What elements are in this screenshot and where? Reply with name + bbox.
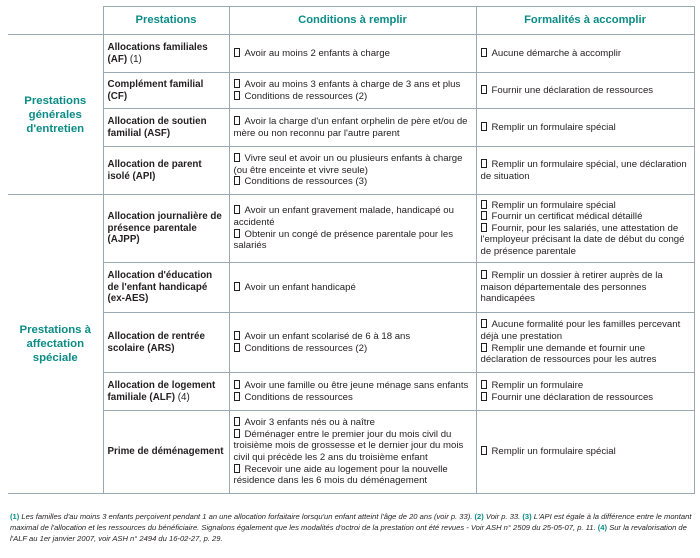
table-row — [8, 373, 694, 411]
list-item: Conditions de ressources (2) — [234, 91, 472, 103]
list-item: Avoir 3 enfants nés ou à naître — [234, 417, 472, 429]
footnote-text: L'API est égale à la différence entre le montant maximal de l'allocation et les ressources du bénéficiaire. Signalons également que les modalités d'octroi de la prestation ont été revues - Voir ASH n° 2509 du 25-05-07, p. 11. — [10, 512, 692, 533]
bullet-icon — [481, 122, 487, 131]
bullet-icon — [481, 200, 487, 209]
group-label-affectation: Prestations à affectation spéciale — [8, 195, 103, 494]
bullet-icon — [234, 343, 240, 352]
list-item: Aucune démarche à accomplir — [481, 48, 690, 60]
table-row — [8, 263, 694, 313]
formalites-cell — [476, 73, 694, 109]
list-item: Remplir une demande et fournir une déclaration de ressources pour les autres — [480, 342, 657, 366]
list-item: Avoir un enfant gravement malade, handicapé ou accidenté — [233, 205, 454, 228]
bullet-icon — [234, 331, 240, 340]
bullet-icon — [234, 153, 240, 162]
list-item: Remplir un formulaire spécial — [481, 122, 690, 134]
table-row — [8, 147, 694, 195]
formalites-cell — [476, 373, 694, 411]
list-item: Fournir un certificat médical détaillé — [481, 211, 690, 223]
list-item: Conditions de ressources — [234, 392, 472, 404]
bullet-icon — [234, 176, 240, 185]
formalites-cell — [476, 195, 694, 263]
list-item: Avoir un enfant handicapé — [234, 282, 472, 294]
bullet-icon — [481, 380, 487, 389]
list-item: Déménager entre le premier jour du mois civil du troisième mois de grossesse et le dernier jour du mois civil qui précède les 2 ans du troisième enfant — [233, 428, 464, 463]
bullet-icon — [481, 270, 487, 279]
table-row — [8, 411, 694, 494]
list-item: Remplir un formulaire spécial, une déclaration de situation — [480, 158, 687, 182]
conditions-cell: Avoir la charge d'un enfant orphelin de père et/ou de mère ou non reconnu par l'autre parent — [229, 109, 476, 147]
bullet-icon — [481, 85, 487, 94]
conditions-cell — [229, 313, 476, 373]
formalites-cell — [476, 313, 694, 373]
bullet-icon — [234, 79, 240, 88]
conditions-cell — [229, 73, 476, 109]
bullet-icon — [234, 417, 240, 426]
conditions-cell — [229, 147, 476, 195]
bullet-icon — [234, 392, 240, 401]
bullet-icon — [481, 48, 487, 57]
bullet-icon — [481, 159, 487, 168]
header-prestations: Prestations — [103, 7, 229, 35]
list-item: Remplir un formulaire spécial — [481, 446, 690, 458]
list-item: Conditions de ressources (2) — [234, 343, 472, 355]
bullet-icon — [234, 116, 240, 125]
footnote-text: Voir p. 33. — [485, 512, 521, 521]
prestation-name: Complément familial (CF) — [103, 73, 229, 109]
bullet-icon — [481, 319, 487, 328]
footnote-marker: (3) — [522, 512, 532, 521]
prestation-name: Allocation d'éducation de l'enfant handicapé (ex-AES) — [103, 263, 229, 313]
benefits-table — [8, 6, 695, 494]
bullet-icon — [234, 282, 240, 291]
list-item: Fournir une déclaration de ressources — [481, 85, 690, 97]
header-conditions: Conditions à remplir — [229, 7, 476, 35]
bullet-icon — [234, 464, 240, 473]
footnote-marker: (1) — [10, 512, 20, 521]
header-blank-cell — [8, 7, 103, 35]
bullet-icon — [234, 429, 240, 438]
prestation-name: Allocation de rentrée scolaire (ARS) — [103, 313, 229, 373]
formalites-cell — [476, 109, 694, 147]
bullet-icon — [234, 380, 240, 389]
list-item: Fournir, pour les salariés, une attestation de l'employeur précisant la date de début du congé de présence parentale — [480, 222, 685, 257]
bullet-icon — [481, 343, 487, 352]
table-header-row — [8, 7, 694, 35]
table-row — [8, 195, 694, 263]
list-item: Recevoir une aide au logement pour la nouvelle résidence dans les 6 mois du déménagement — [233, 463, 448, 487]
footnote-text: Sur la revalorisation de l'ALF au 1er janvier 2007, voir ASH n° 2494 du 16-02-27, p. 29. — [10, 523, 687, 544]
formalites-cell — [476, 263, 694, 313]
table-row — [8, 73, 694, 109]
list-item: Aucune formalité pour les familles percevant déjà une prestation — [480, 319, 681, 342]
conditions-cell — [229, 195, 476, 263]
conditions-cell — [229, 373, 476, 411]
list-item: Conditions de ressources (3) — [234, 176, 472, 188]
conditions-cell — [229, 35, 476, 73]
bullet-icon — [234, 229, 240, 238]
prestation-name: Allocation de soutien familial (ASF) — [103, 109, 229, 147]
bullet-icon — [234, 48, 240, 57]
footnote-marker: (4) — [597, 523, 608, 533]
list-item: Remplir un dossier à retirer auprès de la maison départementale des personnes handicapées — [480, 270, 663, 305]
table-row — [8, 313, 694, 373]
conditions-cell — [229, 263, 476, 313]
prestation-name: Allocations familiales (AF) (1) — [103, 35, 229, 73]
list-item: Remplir un formulaire spécial — [481, 200, 690, 212]
bullet-icon — [481, 392, 487, 401]
list-item: Vivre seul et avoir un ou plusieurs enfants à charge (ou être enceinte et vivre seule) — [233, 153, 463, 176]
bullet-icon — [481, 446, 487, 455]
list-item: Avoir au moins 3 enfants à charge de 3 ans et plus — [234, 79, 472, 91]
footnote-marker: (2) — [474, 512, 484, 521]
list-item: Remplir un formulaire — [481, 380, 690, 392]
footnote-text: Les familles d'au moins 3 enfants perçoivent pendant 1 an une allocation forfaitaire lorsqu'un enfant atteint l'âge de 20 ans (voir p. 33). — [21, 512, 473, 521]
bullet-icon — [234, 91, 240, 100]
list-item: Avoir au moins 2 enfants à charge — [234, 48, 472, 60]
group-label-entretien: Prestations générales d'entretien — [8, 35, 103, 195]
list-item: Fournir une déclaration de ressources — [481, 392, 690, 404]
list-item: Avoir un enfant scolarisé de 6 à 18 ans — [234, 331, 472, 343]
prestation-name: Allocation journalière de présence parentale (AJPP) — [103, 195, 229, 263]
footnotes — [10, 511, 694, 545]
formalites-cell — [476, 35, 694, 73]
table-row — [8, 109, 694, 147]
list-item: Avoir une famille ou être jeune ménage sans enfants — [234, 380, 472, 392]
prestation-name: Allocation de parent isolé (API) — [103, 147, 229, 195]
header-formalites: Formalités à accomplir — [476, 7, 694, 35]
list-item: Obtenir un congé de présence parentale pour les salariés — [233, 228, 454, 252]
conditions-cell — [229, 411, 476, 494]
prestation-name: Prime de déménagement — [103, 411, 229, 494]
formalites-cell — [476, 411, 694, 494]
bullet-icon — [481, 211, 487, 220]
formalites-cell — [476, 147, 694, 195]
bullet-icon — [481, 223, 487, 232]
prestation-name: Allocation de logement familiale (ALF) (4) — [103, 373, 229, 411]
bullet-icon — [234, 205, 240, 214]
table-row — [8, 35, 694, 73]
